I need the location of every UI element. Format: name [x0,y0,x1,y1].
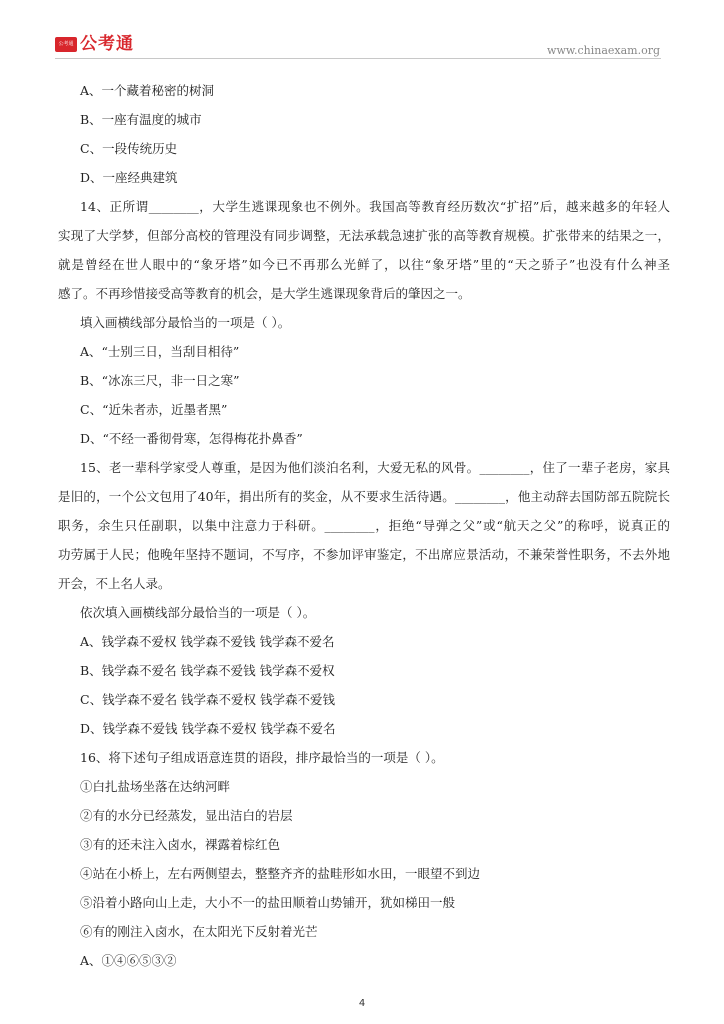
text-line: 是旧的，一个公文包用了40年，捐出所有的奖金，从不要求生活待遇。________，他主动辞去国防部五院院长 [58,489,670,504]
text-line: 感了。不再珍惜接受高等教育的机会，是大学生逃课现象背后的肇因之一。 [58,286,471,301]
text-line: A、一个藏着秘密的树洞 [80,83,215,98]
text-line: D、一座经典建筑 [80,170,178,185]
text-line: B、钱学森不爱名 钱学森不爱钱 钱学森不爱权 [80,663,335,678]
logo-badge: 公考通 [55,37,77,52]
text-line: 功劳属于人民；他晚年坚持不题词，不写序，不参加评审鉴定，不出席应景活动，不兼荣誉性职务，不去外地 [58,547,670,562]
text-line: ③有的还未注入卤水，裸露着棕红色 [80,837,281,852]
text-line: A、钱学森不爱权 钱学森不爱钱 钱学森不爱名 [80,634,335,649]
site-url[interactable]: www.chinaexam.org [547,44,660,57]
text-line: D、钱学森不爱钱 钱学森不爱权 钱学森不爱名 [80,721,336,736]
text-line: D、“不经一番彻骨寒，怎得梅花扑鼻香” [80,431,303,446]
text-line: ④站在小桥上，左右两侧望去，整整齐齐的盐畦形如水田，一眼望不到边 [80,866,481,881]
text-line: 15、老一辈科学家受人尊重，是因为他们淡泊名利，大爱无私的风骨。________，住了一辈子老房，家具 [80,460,670,475]
text-line: ⑥有的刚注入卤水，在太阳光下反射着光芒 [80,924,318,939]
text-line: A、“士别三日，当刮目相待” [80,344,240,359]
header-divider [55,58,661,59]
text-line: 开会，不上名人录。 [58,576,171,591]
text-line: ②有的水分已经蒸发，显出洁白的岩层 [80,808,293,823]
text-line: 就是曾经在世人眼中的“象牙塔”如今已不再那么光鲜了，以往“象牙塔”里的“天之骄子”也没有什么神圣 [58,257,670,272]
text-line: ⑤沿着小路向山上走，大小不一的盐田顺着山势铺开，犹如梯田一般 [80,895,456,910]
text-line: 填入画横线部分最恰当的一项是（ ）。 [80,315,291,330]
text-line: 职务，余生只任副职，以集中注意力于科研。________，拒绝“导弹之父”或“航天之父”的称呼，说真正的 [58,518,670,533]
text-line: 16、将下述句子组成语意连贯的语段，排序最恰当的一项是（ ）。 [80,750,444,765]
text-line: 14、正所谓________，大学生逃课现象也不例外。我国高等教育经历数次“扩招”后，越来越多的年轻人 [80,199,670,214]
text-line: 依次填入画横线部分最恰当的一项是（ ）。 [80,605,316,620]
text-line: A、①④⑥⑤③② [80,953,177,968]
text-line: B、一座有温度的城市 [80,112,202,127]
page-header [0,0,724,64]
text-line: C、一段传统历史 [80,141,178,156]
text-line: ①白扎盐场坐落在达纳河畔 [80,779,231,794]
text-line: C、钱学森不爱名 钱学森不爱权 钱学森不爱钱 [80,692,336,707]
page-number: 4 [358,998,366,1009]
text-line: B、“冰冻三尺，非一日之寒” [80,373,240,388]
document-body [58,76,670,975]
text-line: 实现了大学梦，但部分高校的管理没有同步调整，无法承载急速扩张的高等教育规模。扩张带来的结果之一， [58,228,670,243]
text-line: C、“近朱者赤，近墨者黑” [80,402,228,417]
logo-text: 公考通 [80,34,134,54]
